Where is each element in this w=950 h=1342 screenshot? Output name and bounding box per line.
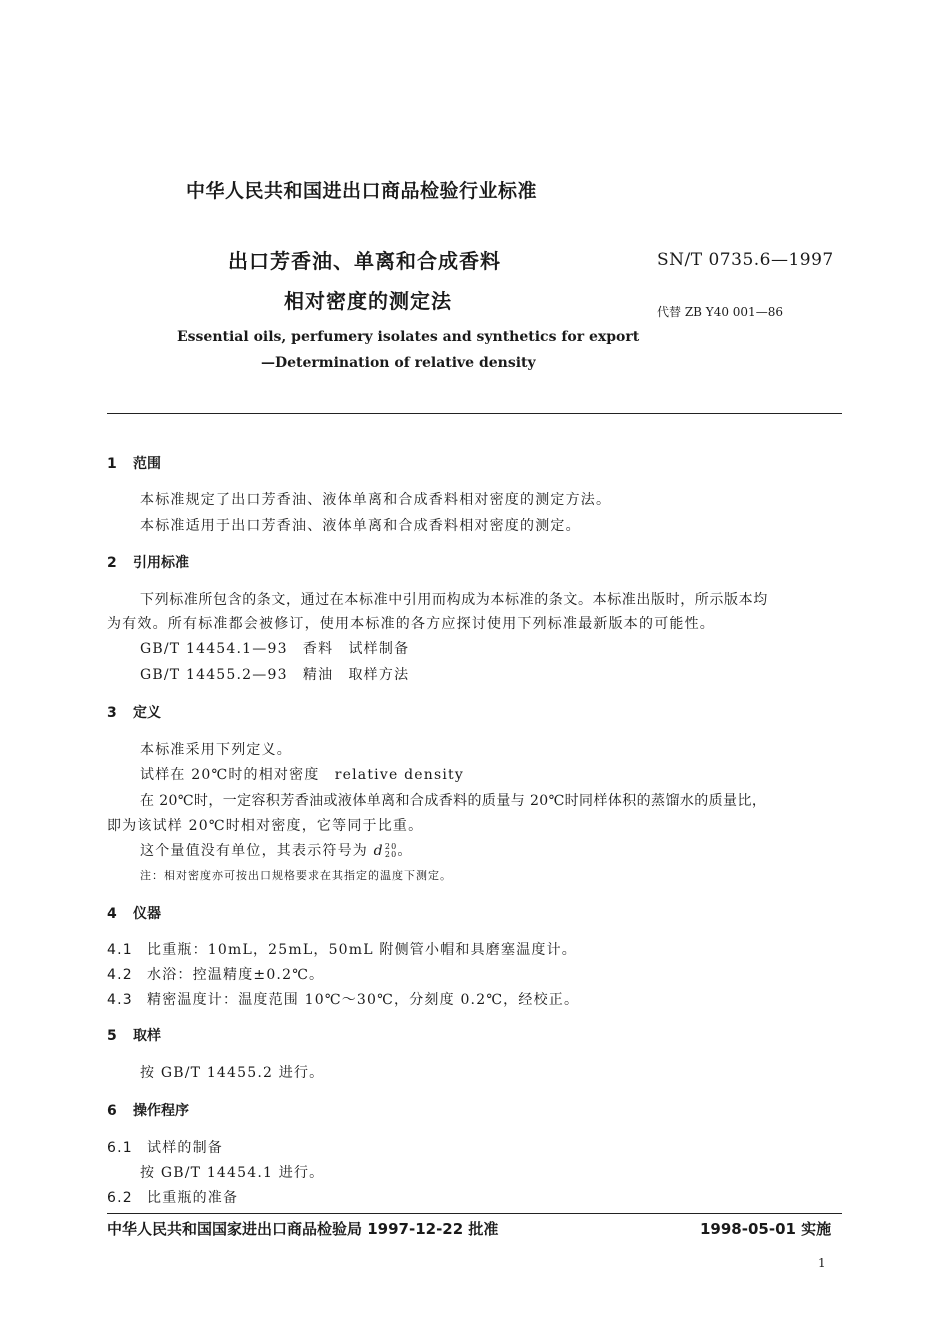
section-6-heading — [107, 1100, 189, 1120]
paragraph: 本标准适用于出口芳香油、液体单离和合成香料相对密度的测定。 — [140, 518, 581, 534]
title-cn-line1: 出口芳香油、单离和合成香料 — [228, 249, 501, 273]
symbol-line — [140, 840, 413, 860]
subsection-heading — [107, 1187, 238, 1207]
section-number: 2 — [107, 555, 117, 571]
symbol-indices — [385, 843, 398, 859]
section-number: 1 — [107, 456, 117, 472]
paragraph: 按 GB/T 14454.1 进行。 — [140, 1165, 325, 1181]
paragraph: 本标准规定了出口芳香油、液体单离和合成香料相对密度的测定方法。 — [140, 492, 612, 508]
list-item — [107, 939, 577, 959]
section-4-heading — [107, 903, 161, 923]
subsection-title: 比重瓶的准备 — [147, 1190, 239, 1206]
item-number: 4.1 — [107, 942, 133, 958]
header-divider — [107, 413, 842, 414]
section-title: 引用标准 — [133, 555, 189, 571]
section-5-heading — [107, 1025, 161, 1045]
section-title: 仪器 — [133, 906, 161, 922]
item-text: 精密温度计：温度范围 10℃～30℃，分刻度 0.2℃，经校正。 — [147, 992, 580, 1008]
section-number: 6 — [107, 1103, 117, 1119]
paragraph: 下列标准所包含的条文，通过在本标准中引用而构成为本标准的条文。本标准出版时，所示版本均 — [140, 592, 768, 608]
subsection-number: 6.1 — [107, 1140, 133, 1156]
item-text: 水浴：控温精度±0.2℃。 — [147, 967, 325, 983]
definition-term: 试样在 20℃时的相对密度 relative density — [140, 767, 464, 783]
symbol-subscript: 20 — [384, 850, 398, 859]
page-number: 1 — [818, 1256, 826, 1270]
standard-number: SN/T 0735.6—1997 — [657, 250, 834, 270]
title-cn-line2: 相对密度的测定法 — [284, 289, 452, 313]
definition-text: 即为该试样 20℃时相对密度，它等同于比重。 — [107, 818, 424, 834]
section-number: 4 — [107, 906, 117, 922]
symbol-end: 。 — [397, 843, 413, 859]
title-en-line1: Essential oils, perfumery isolates and synthetics for export — [177, 329, 640, 345]
list-item — [107, 989, 579, 1009]
paragraph: 按 GB/T 14455.2 进行。 — [140, 1065, 325, 1081]
subsection-heading — [107, 1137, 223, 1157]
section-title: 取样 — [133, 1028, 161, 1044]
section-number: 5 — [107, 1028, 117, 1044]
footer-divider — [107, 1213, 842, 1214]
replaces-standard: 代替 ZB Y40 001—86 — [657, 305, 783, 319]
section-2-heading — [107, 552, 189, 572]
item-number: 4.2 — [107, 967, 133, 983]
symbol-text: 这个量值没有单位，其表示符号为 — [140, 843, 368, 859]
subsection-title: 试样的制备 — [147, 1140, 223, 1156]
subsection-number: 6.2 — [107, 1190, 133, 1206]
standard-category: 中华人民共和国进出口商品检验行业标准 — [186, 180, 538, 202]
section-title: 定义 — [133, 705, 161, 721]
item-number: 4.3 — [107, 992, 133, 1008]
list-item — [107, 964, 324, 984]
definition-text: 在 20℃时，一定容积芳香油或液体单离和合成香料的质量与 20℃时同样体积的蒸馏水的质量比， — [140, 793, 767, 809]
section-1-heading — [107, 453, 161, 473]
note: 注：相对密度亦可按出口规格要求在其指定的温度下测定。 — [140, 869, 452, 882]
paragraph: 本标准采用下列定义。 — [140, 742, 292, 758]
paragraph-continuation: 为有效。所有标准都会被修订，使用本标准的各方应探讨使用下列标准最新版本的可能性。 — [107, 616, 715, 632]
approval-line: 中华人民共和国国家进出口商品检验局 1997-12-22 批准 — [107, 1220, 499, 1238]
section-title: 操作程序 — [133, 1103, 189, 1119]
title-en-line2: —Determination of relative density — [261, 355, 536, 371]
section-number: 3 — [107, 705, 117, 721]
implementation-date: 1998-05-01 实施 — [700, 1220, 832, 1238]
relative-density-symbol: d — [373, 843, 384, 859]
section-3-heading — [107, 702, 161, 722]
reference-item: GB/T 14454.1—93 香料 试样制备 — [140, 641, 410, 657]
item-text: 比重瓶：10mL，25mL，50mL 附侧管小帽和具磨塞温度计。 — [147, 942, 578, 958]
symbol-superscript: 20 — [384, 842, 398, 851]
section-title: 范围 — [133, 456, 161, 472]
reference-item: GB/T 14455.2—93 精油 取样方法 — [140, 667, 410, 683]
